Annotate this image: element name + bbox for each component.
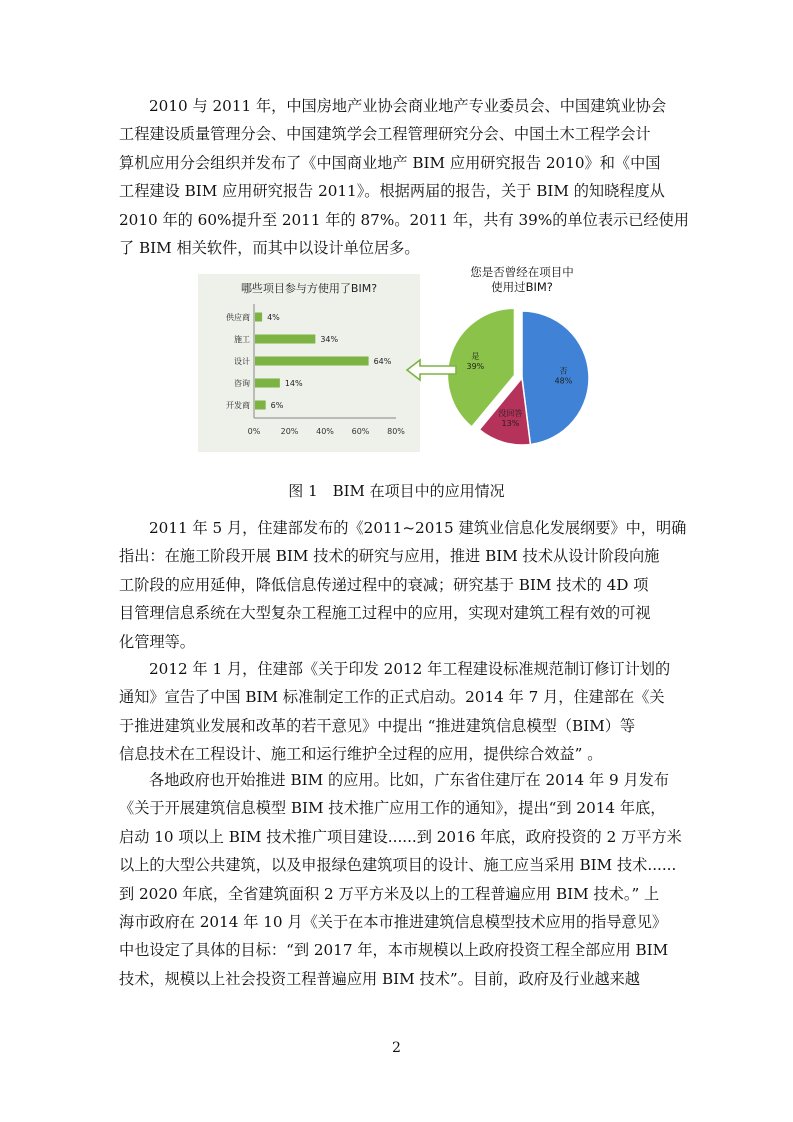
bar-chart-title: 哪些项目参与方使用了BIM?	[240, 282, 378, 295]
paragraph-2	[119, 514, 687, 656]
bar	[255, 401, 266, 410]
pie-slice-label: 没回答	[498, 408, 523, 418]
bar-x-tick-label: 20%	[280, 427, 299, 436]
text-line: 海市政府在 2014 年 10 月《关于在本市推进建筑信息模型技术应用的指导意见》	[119, 913, 668, 932]
text-line: 信息技术在工程设计、施工和运行维护全过程的应用，提供综合效益” 。	[119, 745, 603, 764]
pie-slice-percent: 39%	[466, 362, 485, 372]
bar-value-label: 6%	[270, 401, 284, 410]
text-line: 中也设定了具体的目标：“到 2017 年，本市规模以上政府投资工程全部应用 BIM	[119, 941, 669, 960]
pie-chart-title-line1: 您是否曾经在项目中	[470, 265, 574, 279]
text-line: 工阶段的应用延伸，降低信息传递过程中的衰减；研究基于 BIM 技术的 4D 项	[119, 575, 649, 594]
text-line: 化管理等。	[119, 632, 195, 651]
bar-category-label: 供应商	[226, 313, 250, 322]
bar-value-label: 64%	[373, 357, 392, 366]
text-line: 于推进建筑业发展和改革的若干意见》中提出 “推进建筑信息模型（BIM）等	[119, 716, 636, 735]
text-line: 了 BIM 相关软件，而其中以设计单位居多。	[119, 239, 420, 258]
bar-category-label: 咨询	[234, 379, 250, 388]
bar	[255, 379, 280, 388]
pie-slice-percent: 13%	[501, 418, 520, 428]
text-line: 《关于开展建筑信息模型 BIM 技术推广应用工作的通知》，提出“到 2014 年底，	[119, 799, 666, 818]
pie-slice-label: 是	[471, 352, 480, 362]
pie-chart-title-line2: 使用过BIM?	[491, 280, 553, 294]
text-line: 2011 年 5 月，住建部发布的《2011~2015 建筑业信息化发展纲要》中，明确	[149, 519, 687, 537]
pie-slice-percent: 48%	[554, 376, 573, 386]
text-line: 2010 年的 60%提升至 2011 年的 87%。2011 年，共有 39%的单位表示已经使用	[119, 210, 689, 229]
text-line: 2012 年 1 月，住建部《关于印发 2012 年工程建设标准规范制订修订计划的	[149, 660, 671, 678]
text-line: 到 2020 年底，全省建筑面积 2 万平方米及以上的工程普遍应用 BIM 技术。” 上	[119, 884, 660, 903]
text-line: 工程建设质量管理分会、中国建筑学会工程管理研究分会、中国土木工程学会计	[119, 125, 651, 144]
bar-value-label: 34%	[320, 335, 339, 344]
pie-slice-label: 否	[559, 366, 568, 376]
bar-x-tick-label: 60%	[351, 427, 370, 436]
paragraph-1	[119, 92, 689, 262]
bar	[255, 335, 315, 344]
bar-value-label: 14%	[284, 379, 303, 388]
bar-x-tick-label: 0%	[247, 427, 261, 436]
text-line: 工程建设 BIM 应用研究报告 2011》。根据两届的报告，关于 BIM 的知晓程度从	[119, 182, 665, 201]
text-line: 技术，规模以上社会投资工程普遍应用 BIM 技术”。目前，政府及行业越来越	[119, 969, 640, 988]
text-line: 各地政府也开始推进 BIM 的应用。比如，广东省住建厅在 2014 年 9 月发布	[149, 771, 670, 789]
bar	[255, 357, 369, 366]
page-number: 2	[392, 1040, 401, 1056]
text-line: 目管理信息系统在大型复杂工程施工过程中的应用，实现对建筑工程有效的可视	[119, 604, 651, 623]
figure-caption: 图 1 BIM 在项目中的应用情况	[288, 482, 505, 500]
bar-category-label: 施工	[234, 335, 250, 344]
paragraph-4	[119, 766, 682, 993]
bar-x-tick-label: 40%	[316, 427, 334, 436]
text-line: 2010 与 2011 年，中国房地产业协会商业地产专业委员会、中国建筑业协会	[149, 97, 667, 115]
bar-category-label: 设计	[234, 357, 250, 366]
bar-category-label: 开发商	[226, 401, 250, 410]
text-line: 以上的大型公共建筑，以及申报绿色建筑项目的设计、施工应当采用 BIM 技术......	[119, 856, 677, 875]
figure-svg	[198, 262, 610, 460]
text-line: 指出：在施工阶段开展 BIM 技术的研究与应用，推进 BIM 技术从设计阶段向施	[119, 547, 660, 566]
bar-value-label: 4%	[267, 313, 280, 322]
pie-chart	[447, 308, 589, 445]
text-line: 启动 10 项以上 BIM 技术推广项目建设......到 2016 年底，政府投资的 2 万平方米	[119, 827, 682, 846]
paragraph-3	[119, 655, 675, 769]
text-line: 算机应用分会组织并发布了《中国商业地产 BIM 应用研究报告 2010》和《中国	[119, 153, 661, 172]
bar-x-tick-label: 80%	[387, 427, 405, 436]
text-line: 通知》宣告了中国 BIM 标准制定工作的正式启动。2014 年 7 月，住建部在《关	[119, 688, 665, 707]
bar	[255, 313, 262, 322]
figure-bim-usage	[198, 262, 610, 460]
